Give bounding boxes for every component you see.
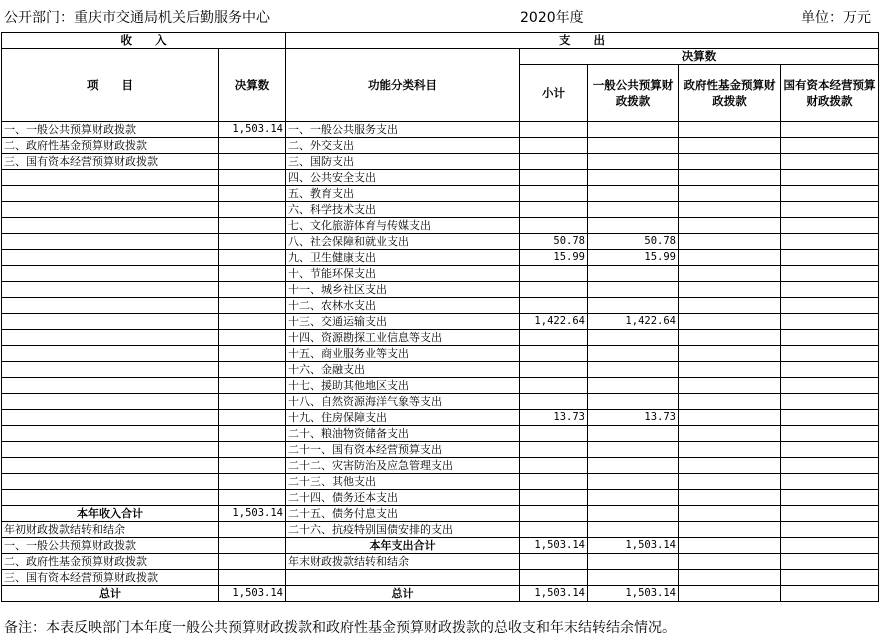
expense-gov-fund	[679, 298, 781, 314]
expense-general-budget	[588, 202, 679, 218]
income-item: 二、政府性基金预算财政拨款	[2, 554, 219, 570]
expense-state-capital	[781, 138, 879, 154]
income-item	[2, 186, 219, 202]
expense-general-budget	[588, 266, 679, 282]
expense-item: 二十五、债务付息支出	[286, 506, 520, 522]
table-row	[2, 474, 879, 490]
expense-state-capital	[781, 282, 879, 298]
expense-item: 三、国防支出	[286, 154, 520, 170]
table-row	[2, 122, 879, 138]
expense-gov-fund	[679, 362, 781, 378]
state-capital-header: 国有资本经营预算财政拨款	[781, 65, 879, 122]
expense-general-budget: 13.73	[588, 410, 679, 426]
income-amount	[219, 218, 286, 234]
income-item	[2, 314, 219, 330]
expense-gov-fund	[679, 474, 781, 490]
expense-subtotal	[520, 138, 588, 154]
expense-subtotal	[520, 298, 588, 314]
expense-gov-fund	[679, 154, 781, 170]
table-row	[2, 218, 879, 234]
expense-state-capital	[781, 298, 879, 314]
table-row	[2, 154, 879, 170]
expense-item: 十八、自然资源海洋气象等支出	[286, 394, 520, 410]
income-item	[2, 474, 219, 490]
expense-item: 五、教育支出	[286, 186, 520, 202]
expense-general-budget	[588, 218, 679, 234]
expense-subtotal	[520, 170, 588, 186]
expense-general-budget	[588, 490, 679, 506]
expense-state-capital	[781, 442, 879, 458]
income-amount	[219, 186, 286, 202]
expense-general-budget	[588, 282, 679, 298]
expense-subtotal	[520, 458, 588, 474]
income-item	[2, 330, 219, 346]
expense-general-budget	[588, 362, 679, 378]
income-amount	[219, 458, 286, 474]
expense-item: 十四、资源勘探工业信息等支出	[286, 330, 520, 346]
expense-gov-fund	[679, 122, 781, 138]
expense-general-budget	[588, 330, 679, 346]
expense-item: 十三、交通运输支出	[286, 314, 520, 330]
income-amount	[219, 570, 286, 586]
expense-item: 十六、金融支出	[286, 362, 520, 378]
income-amount: 1,503.14	[219, 586, 286, 602]
expense-item: 八、社会保障和就业支出	[286, 234, 520, 250]
expense-subtotal	[520, 490, 588, 506]
expense-gov-fund	[679, 330, 781, 346]
expense-state-capital	[781, 330, 879, 346]
expense-state-capital	[781, 202, 879, 218]
income-item	[2, 442, 219, 458]
expense-gov-fund	[679, 202, 781, 218]
expense-gov-fund	[679, 586, 781, 602]
expense-general-budget	[588, 522, 679, 538]
table-row	[2, 170, 879, 186]
expense-general-budget	[588, 186, 679, 202]
expense-subtotal: 1,503.14	[520, 586, 588, 602]
table-row	[2, 442, 879, 458]
expense-state-capital	[781, 474, 879, 490]
expense-gov-fund	[679, 250, 781, 266]
expense-state-capital	[781, 378, 879, 394]
expense-state-capital	[781, 506, 879, 522]
expense-state-capital	[781, 554, 879, 570]
expense-gov-fund	[679, 490, 781, 506]
expense-item: 十一、城乡社区支出	[286, 282, 520, 298]
expense-general-budget	[588, 122, 679, 138]
unit-label: 单位：万元	[801, 10, 871, 26]
expense-subtotal	[520, 522, 588, 538]
table-row	[2, 202, 879, 218]
expense-item: 二十三、其他支出	[286, 474, 520, 490]
subtotal-header: 小计	[520, 65, 588, 122]
table-row	[2, 522, 879, 538]
table-row	[2, 314, 879, 330]
expense-subtotal	[520, 218, 588, 234]
income-amount: 1,503.14	[219, 122, 286, 138]
expense-item: 十九、住房保障支出	[286, 410, 520, 426]
income-item	[2, 410, 219, 426]
expense-gov-fund	[679, 234, 781, 250]
fiscal-appropriation-table	[1, 32, 879, 602]
income-amount	[219, 282, 286, 298]
table-row	[2, 250, 879, 266]
expense-gov-fund	[679, 570, 781, 586]
expense-general-budget	[588, 378, 679, 394]
expense-state-capital	[781, 458, 879, 474]
expense-item: 二十一、国有资本经营预算支出	[286, 442, 520, 458]
expense-state-capital	[781, 586, 879, 602]
income-amount	[219, 298, 286, 314]
expense-state-capital	[781, 154, 879, 170]
income-amount	[219, 154, 286, 170]
expense-state-capital	[781, 490, 879, 506]
expense-item: 年末财政拨款结转和结余	[286, 554, 520, 570]
income-amount	[219, 138, 286, 154]
income-item: 二、政府性基金预算财政拨款	[2, 138, 219, 154]
expense-state-capital	[781, 218, 879, 234]
expense-general-budget: 1,503.14	[588, 538, 679, 554]
income-amount	[219, 314, 286, 330]
expense-gov-fund	[679, 442, 781, 458]
expense-state-capital	[781, 234, 879, 250]
expense-subtotal	[520, 266, 588, 282]
expense-gov-fund	[679, 522, 781, 538]
table-row	[2, 378, 879, 394]
expense-item: 十二、农林水支出	[286, 298, 520, 314]
expense-subtotal	[520, 122, 588, 138]
expense-general-budget	[588, 170, 679, 186]
expense-state-capital	[781, 410, 879, 426]
expense-general-budget	[588, 506, 679, 522]
expense-subtotal	[520, 154, 588, 170]
expense-gov-fund	[679, 538, 781, 554]
table-row	[2, 298, 879, 314]
expense-subtotal: 1,503.14	[520, 538, 588, 554]
expense-general-budget	[588, 570, 679, 586]
table-row	[2, 266, 879, 282]
income-item	[2, 170, 219, 186]
expense-general-budget	[588, 138, 679, 154]
expense-general-budget: 1,503.14	[588, 586, 679, 602]
expense-general-budget	[588, 426, 679, 442]
expense-item: 二十、粮油物资储备支出	[286, 426, 520, 442]
expense-item: 四、公共安全支出	[286, 170, 520, 186]
income-header: 收 入	[2, 33, 286, 49]
expense-subtotal	[520, 362, 588, 378]
income-amount	[219, 170, 286, 186]
expense-general-budget	[588, 474, 679, 490]
expense-subtotal: 1,422.64	[520, 314, 588, 330]
expense-item: 二十六、抗疫特别国债安排的支出	[286, 522, 520, 538]
table-row	[2, 570, 879, 586]
income-amount	[219, 250, 286, 266]
expense-subtotal	[520, 394, 588, 410]
amount-header: 决算数	[219, 49, 286, 122]
expense-general-budget: 1,422.64	[588, 314, 679, 330]
table-row	[2, 426, 879, 442]
income-item: 年初财政拨款结转和结余	[2, 522, 219, 538]
expense-header: 支 出	[286, 33, 879, 49]
expense-subtotal	[520, 282, 588, 298]
expense-item: 九、卫生健康支出	[286, 250, 520, 266]
income-item: 总计	[2, 586, 219, 602]
expense-state-capital	[781, 522, 879, 538]
expense-subtotal	[520, 186, 588, 202]
expense-gov-fund	[679, 218, 781, 234]
expense-subtotal	[520, 202, 588, 218]
expense-item: 二十二、灾害防治及应急管理支出	[286, 458, 520, 474]
income-amount	[219, 426, 286, 442]
table-row	[2, 586, 879, 602]
income-item: 一、一般公共预算财政拨款	[2, 538, 219, 554]
income-item	[2, 234, 219, 250]
income-item	[2, 346, 219, 362]
income-amount	[219, 394, 286, 410]
table-row	[2, 186, 879, 202]
expense-general-budget: 50.78	[588, 234, 679, 250]
expense-general-budget	[588, 458, 679, 474]
expense-state-capital	[781, 362, 879, 378]
expense-gov-fund	[679, 186, 781, 202]
table-row	[2, 282, 879, 298]
table-row	[2, 362, 879, 378]
expense-gov-fund	[679, 458, 781, 474]
general-budget-header: 一般公共预算财政拨款	[588, 65, 679, 122]
expense-item	[286, 570, 520, 586]
expense-item: 一、一般公共服务支出	[286, 122, 520, 138]
expense-gov-fund	[679, 410, 781, 426]
income-amount	[219, 362, 286, 378]
income-item: 本年收入合计	[2, 506, 219, 522]
expense-gov-fund	[679, 282, 781, 298]
expense-subtotal	[520, 346, 588, 362]
expense-subtotal	[520, 378, 588, 394]
final-amount-header: 决算数	[520, 49, 879, 65]
income-item	[2, 282, 219, 298]
table-row	[2, 506, 879, 522]
table-row	[2, 554, 879, 570]
income-item	[2, 250, 219, 266]
expense-subtotal	[520, 442, 588, 458]
expense-gov-fund	[679, 266, 781, 282]
table-row	[2, 458, 879, 474]
expense-state-capital	[781, 570, 879, 586]
expense-gov-fund	[679, 170, 781, 186]
income-item	[2, 202, 219, 218]
expense-general-budget	[588, 442, 679, 458]
table-row	[2, 346, 879, 362]
expense-subtotal: 13.73	[520, 410, 588, 426]
expense-subtotal: 50.78	[520, 234, 588, 250]
expense-gov-fund	[679, 138, 781, 154]
income-amount	[219, 522, 286, 538]
expense-gov-fund	[679, 314, 781, 330]
income-item	[2, 458, 219, 474]
expense-subtotal	[520, 570, 588, 586]
income-amount	[219, 202, 286, 218]
income-amount	[219, 490, 286, 506]
income-item	[2, 490, 219, 506]
income-item	[2, 218, 219, 234]
table-row	[2, 490, 879, 506]
income-amount	[219, 538, 286, 554]
income-item: 三、国有资本经营预算财政拨款	[2, 570, 219, 586]
fiscal-year: 2020年度	[520, 10, 584, 26]
expense-subtotal	[520, 554, 588, 570]
income-amount: 1,503.14	[219, 506, 286, 522]
table-row	[2, 138, 879, 154]
income-amount	[219, 266, 286, 282]
income-item	[2, 362, 219, 378]
income-item	[2, 266, 219, 282]
expense-general-budget	[588, 346, 679, 362]
expense-gov-fund	[679, 506, 781, 522]
income-item	[2, 394, 219, 410]
expense-item: 七、文化旅游体育与传媒支出	[286, 218, 520, 234]
expense-state-capital	[781, 186, 879, 202]
expense-item: 二十四、债务还本支出	[286, 490, 520, 506]
table-row	[2, 330, 879, 346]
expense-subtotal	[520, 506, 588, 522]
expense-subtotal: 15.99	[520, 250, 588, 266]
item-header: 项 目	[2, 49, 219, 122]
expense-item: 二、外交支出	[286, 138, 520, 154]
expense-subtotal	[520, 426, 588, 442]
expense-subtotal	[520, 474, 588, 490]
expense-state-capital	[781, 346, 879, 362]
expense-item: 十五、商业服务业等支出	[286, 346, 520, 362]
table-row	[2, 234, 879, 250]
income-item	[2, 426, 219, 442]
expense-gov-fund	[679, 394, 781, 410]
expense-subtotal	[520, 330, 588, 346]
expense-state-capital	[781, 538, 879, 554]
income-amount	[219, 234, 286, 250]
expense-gov-fund	[679, 554, 781, 570]
income-item	[2, 378, 219, 394]
report-header	[0, 0, 879, 32]
income-amount	[219, 330, 286, 346]
expense-general-budget	[588, 394, 679, 410]
income-item: 一、一般公共预算财政拨款	[2, 122, 219, 138]
expense-gov-fund	[679, 346, 781, 362]
expense-state-capital	[781, 314, 879, 330]
expense-state-capital	[781, 170, 879, 186]
expense-state-capital	[781, 250, 879, 266]
expense-item: 十七、援助其他地区支出	[286, 378, 520, 394]
table-row	[2, 538, 879, 554]
footnote: 备注：本表反映部门本年度一般公共预算财政拨款和政府性基金预算财政拨款的总收支和年末结转结余情况。	[4, 620, 676, 636]
table-row	[2, 394, 879, 410]
income-item	[2, 298, 219, 314]
function-category-header: 功能分类科目	[286, 49, 520, 122]
expense-item: 六、科学技术支出	[286, 202, 520, 218]
department-label: 公开部门：重庆市交通局机关后勤服务中心	[4, 10, 270, 26]
expense-item: 十、节能环保支出	[286, 266, 520, 282]
gov-fund-header: 政府性基金预算财政拨款	[679, 65, 781, 122]
expense-general-budget: 15.99	[588, 250, 679, 266]
income-amount	[219, 378, 286, 394]
income-amount	[219, 442, 286, 458]
expense-general-budget	[588, 298, 679, 314]
income-item: 三、国有资本经营预算财政拨款	[2, 154, 219, 170]
income-amount	[219, 346, 286, 362]
expense-gov-fund	[679, 426, 781, 442]
expense-item: 总计	[286, 586, 520, 602]
table-row	[2, 410, 879, 426]
expense-general-budget	[588, 554, 679, 570]
expense-state-capital	[781, 426, 879, 442]
income-amount	[219, 554, 286, 570]
expense-state-capital	[781, 394, 879, 410]
income-amount	[219, 410, 286, 426]
expense-state-capital	[781, 122, 879, 138]
income-amount	[219, 474, 286, 490]
expense-gov-fund	[679, 378, 781, 394]
expense-state-capital	[781, 266, 879, 282]
expense-item: 本年支出合计	[286, 538, 520, 554]
expense-general-budget	[588, 154, 679, 170]
